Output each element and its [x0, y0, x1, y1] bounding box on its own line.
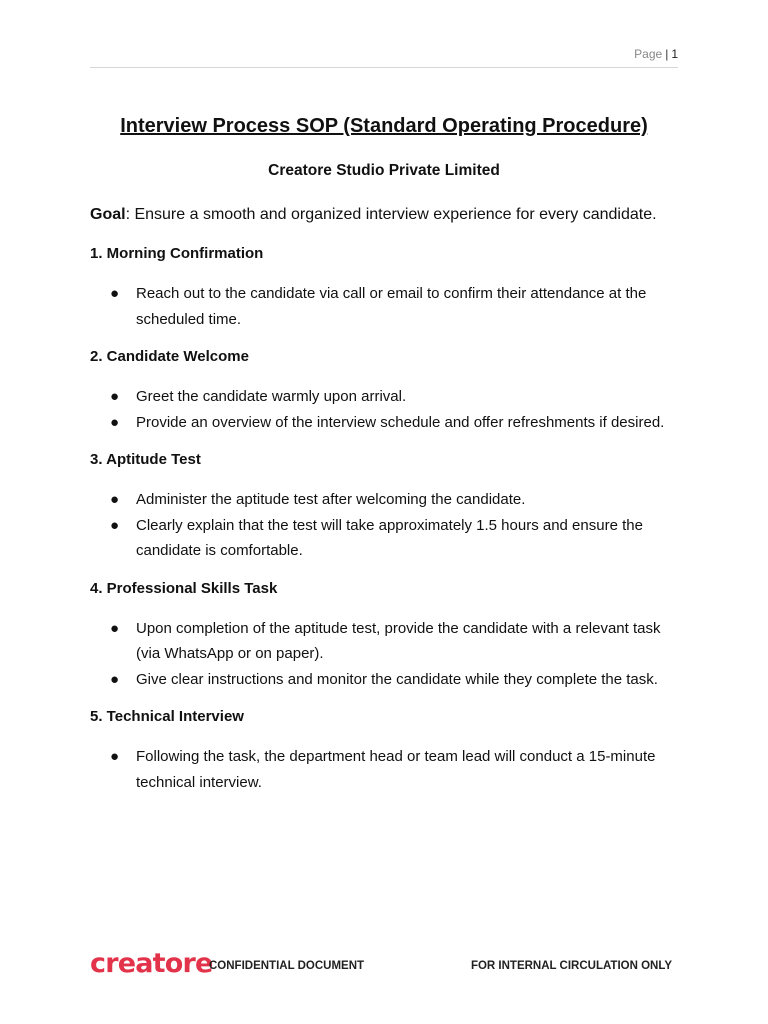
section	[90, 346, 678, 435]
list-item	[90, 513, 678, 564]
document-body	[90, 110, 678, 795]
header-rule	[90, 67, 678, 68]
list-item-text: Provide an overview of the interview schedule and offer refreshments if desired.	[136, 413, 665, 431]
bullet-icon: ●	[110, 388, 120, 405]
bullet-list	[90, 744, 678, 795]
section	[90, 449, 678, 564]
list-item-text: Clearly explain that the test will take approximately 1.5 hours and ensure the candidate is comfortable.	[136, 516, 643, 559]
page-number-value: 1	[671, 47, 678, 61]
goal-label: Goal	[90, 206, 126, 223]
bullet-list	[90, 384, 678, 435]
goal-paragraph	[90, 201, 678, 229]
list-item-text: Following the task, the department head or team lead will conduct a 15-minute technical interview.	[136, 748, 656, 791]
bullet-icon: ●	[110, 413, 120, 431]
section	[90, 243, 678, 332]
creatore-logo: creatore	[90, 948, 213, 979]
section-heading: 1. Morning Confirmation	[90, 245, 264, 262]
list-item	[90, 384, 678, 410]
company-name: Creatore Studio Private Limited	[268, 162, 500, 179]
bullet-icon: ●	[110, 619, 120, 637]
section-heading: 5. Technical Interview	[90, 708, 244, 725]
bullet-icon: ●	[110, 516, 120, 534]
list-item-text: Give clear instructions and monitor the candidate while they complete the task.	[136, 670, 658, 688]
section-heading: 3. Aptitude Test	[90, 451, 201, 468]
section-heading: 4. Professional Skills Task	[90, 579, 278, 597]
list-item	[90, 281, 678, 332]
section	[90, 706, 678, 795]
page-number	[634, 47, 678, 61]
bullet-list	[90, 616, 678, 693]
list-item-text: Administer the aptitude test after welcoming the candidate.	[136, 491, 526, 508]
bullet-icon: ●	[110, 491, 120, 508]
list-item	[90, 744, 678, 795]
bullet-list	[90, 487, 678, 564]
page-footer	[90, 948, 672, 984]
document-title: Interview Process SOP (Standard Operating Procedure)	[120, 115, 648, 137]
bullet-icon: ●	[110, 748, 120, 765]
list-item	[90, 667, 678, 693]
list-item	[90, 410, 678, 436]
list-item-text: Greet the candidate warmly upon arrival.	[136, 388, 407, 405]
bullet-icon: ●	[110, 285, 120, 302]
page-separator: |	[665, 47, 669, 61]
page-label: Page	[634, 47, 663, 61]
bullet-list	[90, 281, 678, 332]
section	[90, 578, 678, 693]
section-heading: 2. Candidate Welcome	[90, 348, 249, 365]
list-item-text: Reach out to the candidate via call or email to confirm their attendance at the scheduled time.	[136, 285, 647, 328]
confidential-label: CONFIDENTIAL DOCUMENT	[209, 960, 365, 972]
goal-text: : Ensure a smooth and organized interview experience for every candidate.	[125, 206, 657, 223]
list-item-text: Upon completion of the aptitude test, provide the candidate with a relevant task (via WhatsApp or on paper).	[136, 619, 661, 662]
list-item	[90, 487, 678, 513]
list-item	[90, 616, 678, 667]
bullet-icon: ●	[110, 670, 120, 688]
internal-circulation-label: FOR INTERNAL CIRCULATION ONLY	[470, 960, 672, 972]
